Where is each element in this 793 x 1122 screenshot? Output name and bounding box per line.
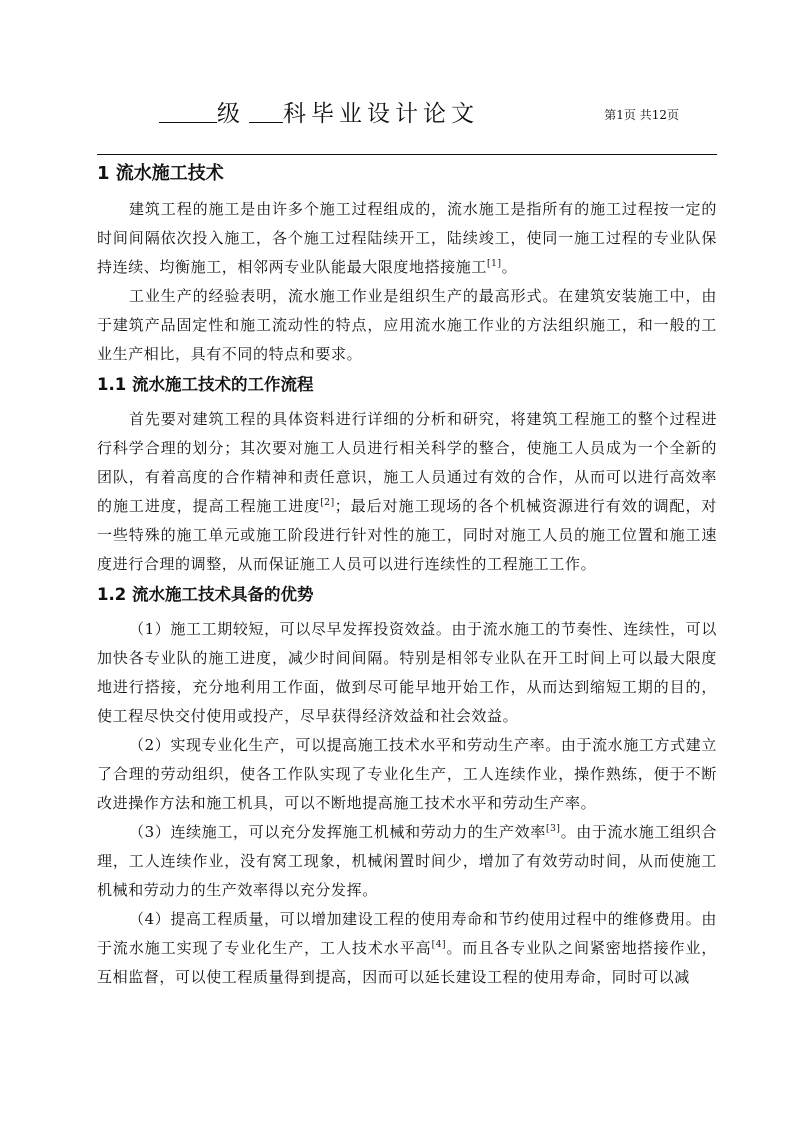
- paragraph: 首先要对建筑工程的具体资料进行详细的分析和研究，将建筑工程施工的整个过程进行科学合理的划分；其次要对施工人员进行相关科学的整合，使施工人员成为一个全新的团队，有着高度的合作精神和责任意识，施工人员通过有效的合作，从而可以进行高效率的施工进度，提高工程施工进度[2]；最后对施工现场的各个机械资源进行有效的调配，对一些特殊的施工单元或施工阶段进行针对性的施工，同时对施工人员的施工位置和施工速度进行合理的调整，从而保证施工人员可以进行连续性的工程施工工作。: [97, 410, 718, 573]
- section-heading-1: 1 流水施工技术: [97, 163, 224, 184]
- section-heading-1-1: 1.1 流水施工技术的工作流程: [97, 375, 314, 394]
- grade-blank: [159, 121, 217, 123]
- major-blank: [249, 121, 283, 123]
- citation: [3]: [545, 824, 561, 834]
- title-part-grade: 级: [217, 101, 245, 127]
- citation: [1]: [487, 259, 502, 269]
- paragraph: 建筑工程的施工是由许多个施工过程组成的，流水施工是指所有的施工过程按一定的时间间隔依次投入施工，各个施工过程陆续开工，陆续竣工，使同一施工过程的专业队保持连续、均衡施工，相邻两专业队能最大限度地搭接施工[1]。: [97, 200, 717, 276]
- section-heading-1-2: 1.2 流水施工技术具备的优势: [97, 585, 314, 604]
- thesis-title: [97, 98, 479, 130]
- paragraph: 工业生产的经验表明，流水施工作业是组织生产的最高形式。在建筑安装施工中，由于建筑产品固定性和施工流动性的特点，应用流水施工作业的方法组织施工，和一般的工业生产相比，具有不同的特点和要求。: [97, 287, 717, 363]
- page-number: 第1页 共12页: [604, 108, 679, 122]
- document-body: [97, 160, 717, 992]
- paragraph: （1）施工工期较短，可以尽早发挥投资效益。由于流水施工的节奏性、连续性，可以加快各专业队的施工进度，减少时间间隔。特别是相邻专业队在开工时间上可以最大限度地进行搭接，充分地利用工作面，做到尽可能早地开始工作，从而达到缩短工期的目的，使工程尽快交付使用或投产，尽早获得经济效益和社会效益。: [97, 620, 717, 725]
- title-part-thesis: 科毕业设计论文: [283, 101, 479, 127]
- header-divider: [97, 154, 717, 155]
- citation: [4]: [431, 940, 447, 950]
- page-header: [97, 98, 717, 130]
- paragraph: （3）连续施工，可以充分发挥施工机械和劳动力的生产效率[3]。由于流水施工组织合理，工人连续作业，没有窝工现象，机械闲置时间少，增加了有效劳动时间，从而使施工机械和劳动力的生产效率得以充分发挥。: [97, 823, 717, 899]
- citation: [2]: [320, 498, 335, 508]
- paragraph: （2）实现专业化生产，可以提高施工技术水平和劳动生产率。由于流水施工方式建立了合理的劳动组织，使各工作队实现了专业化生产，工人连续作业，操作熟练，便于不断改进操作方法和施工机具，可以不断地提高施工技术水平和劳动生产率。: [97, 736, 717, 812]
- paragraph: （4）提高工程质量，可以增加建设工程的使用寿命和节约使用过程中的维修费用。由于流水施工实现了专业化生产，工人技术水平高[4]。而且各专业队之间紧密地搭接作业，互相监督，可以使工程质量得到提高，因而可以延长建设工程的使用寿命，同时可以减: [97, 910, 718, 986]
